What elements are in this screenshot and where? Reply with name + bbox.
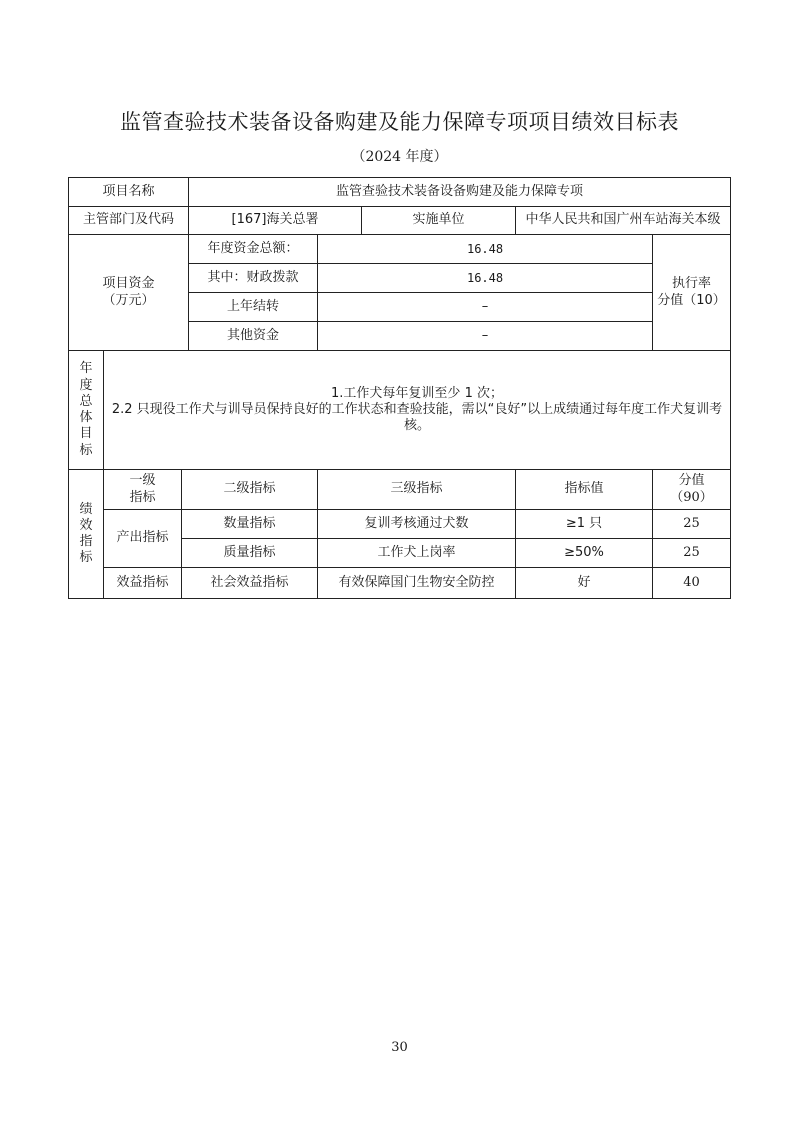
page-title: 监管查验技术装备设备购建及能力保障专项项目绩效目标表 [120, 110, 679, 134]
level2-cell: 质量指标 [182, 539, 318, 568]
indicator-label-char: 绩 [79, 501, 93, 517]
funds-total-label: 年度资金总额： [189, 235, 318, 264]
score-cell: 25 [653, 539, 731, 568]
dept-label: 主管部门及代码 [69, 207, 189, 235]
indicators-label [69, 470, 104, 599]
funds-total-value: 16.48 [318, 235, 653, 264]
funds-other-value: – [318, 322, 653, 351]
indicator-value-cell: ≥50% [516, 539, 653, 568]
goal-label-char: 目 [79, 426, 93, 442]
level1-header-line2: 指标 [129, 489, 156, 505]
goal-label-char: 体 [79, 410, 93, 425]
page-number: 30 [391, 1040, 408, 1055]
indicator-value-cell: ≥1 只 [516, 510, 653, 539]
score-cell: 40 [653, 568, 731, 599]
benefit-indicator-label: 效益指标 [104, 568, 182, 599]
performance-table [68, 177, 731, 599]
unit-value: 中华人民共和国广州车站海关本级 [516, 207, 731, 235]
score-cell: 25 [653, 510, 731, 539]
annual-goals-row [69, 351, 731, 470]
page-subtitle: （2024 年度） [351, 149, 448, 165]
annual-goals-label [69, 351, 104, 470]
funds-total-row [69, 235, 731, 264]
table-row [69, 510, 731, 539]
funds-fiscal-label: 其中：财政拨款 [189, 264, 318, 293]
score-header-line1: 分值 [678, 473, 705, 489]
level1-header-line1: 一级 [129, 473, 156, 489]
value-header: 指标值 [516, 470, 653, 510]
funds-carryover-label: 上年结转 [189, 293, 318, 322]
funds-other-label: 其他资金 [189, 322, 318, 351]
level2-cell: 数量指标 [182, 510, 318, 539]
table-row [69, 568, 731, 599]
goal-line-1: 1.工作犬每年复训至少 1 次； [331, 385, 503, 401]
goal-label-char: 总 [79, 393, 93, 409]
level1-header [104, 470, 182, 510]
funds-label [69, 235, 189, 351]
unit-label: 实施单位 [362, 207, 516, 235]
exec-rate-label: 执行率 [672, 276, 712, 292]
funds-label-line1: 项目资金 [102, 276, 155, 292]
indicator-label-char: 效 [79, 517, 93, 533]
funds-carryover-value: – [318, 293, 653, 322]
level3-cell: 工作犬上岗率 [318, 539, 516, 568]
score-header [653, 470, 731, 510]
funds-fiscal-value: 16.48 [318, 264, 653, 293]
dept-value: [167]海关总署 [189, 207, 362, 235]
goal-label-char: 年 [79, 361, 93, 377]
level3-header: 三级指标 [318, 470, 516, 510]
output-indicator-label: 产出指标 [104, 510, 182, 568]
indicator-label-char: 标 [79, 550, 93, 566]
goal-label-char: 标 [79, 442, 93, 458]
project-name-value: 监管查验技术装备设备购建及能力保障专项 [189, 178, 731, 207]
indicator-label-char: 指 [79, 534, 93, 549]
level2-header: 二级指标 [182, 470, 318, 510]
exec-rate-cell [653, 235, 731, 351]
project-name-row [69, 178, 731, 207]
goal-label-char: 度 [79, 377, 93, 393]
level2-cell: 社会效益指标 [182, 568, 318, 599]
level3-cell: 有效保障国门生物安全防控 [318, 568, 516, 599]
indicator-value-cell: 好 [516, 568, 653, 599]
department-row [69, 207, 731, 235]
funds-label-line2: （万元） [102, 292, 155, 308]
annual-goals-text [104, 351, 731, 470]
indicator-header-row [69, 470, 731, 510]
goal-line-2: 2.2 只现役工作犬与训导员保持良好的工作状态和查验技能，需以“良好”以上成绩通过每年度工作犬复训考核。 [111, 401, 723, 434]
level3-cell: 复训考核通过犬数 [318, 510, 516, 539]
exec-rate-score: 分值（10） [657, 292, 726, 308]
score-header-line2: （90） [670, 489, 713, 505]
project-name-label: 项目名称 [69, 178, 189, 207]
